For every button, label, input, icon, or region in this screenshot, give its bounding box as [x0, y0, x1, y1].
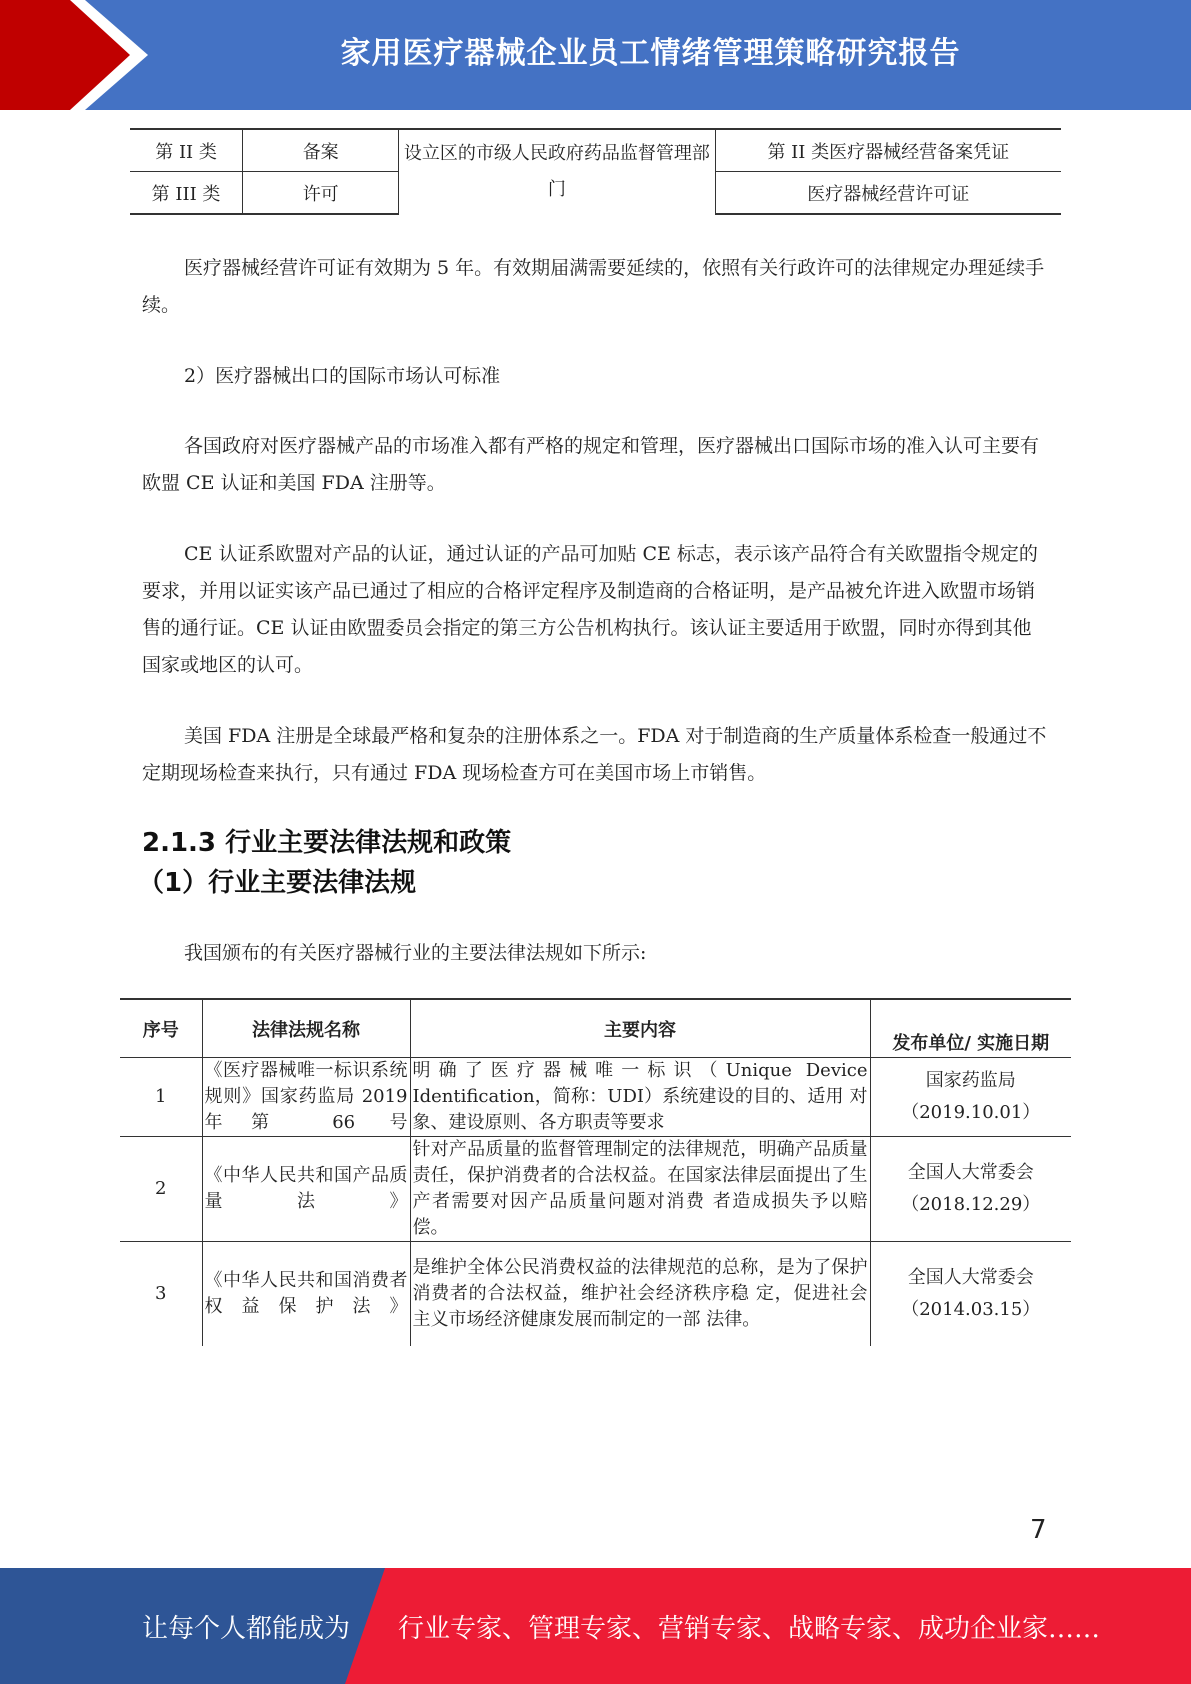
authority-cell: 设立区的市级人民政府药品监督管理部门	[399, 129, 715, 214]
law-date: （2014.03.15）	[901, 1298, 1041, 1320]
subsection-heading: （1）行业主要法律法规	[138, 868, 417, 898]
law-date: （2018.12.29）	[901, 1194, 1041, 1215]
management-cell: 备案	[243, 129, 399, 172]
row-no: 3	[155, 1282, 167, 1304]
table-row	[120, 1137, 1071, 1242]
law-org: 全国人大常委会	[907, 1266, 1034, 1288]
certificate-cell: 医疗器械经营许可证	[715, 172, 1061, 215]
law-content: 明确了医疗器械唯一标识（Unique Device Identification，简称：UDI）系统建设的目的、适用 对象、建设原则、各方职责等要求	[410, 1058, 870, 1137]
paragraph-market-access: 各国政府对医疗器械产品的市场准入都有严格的规定和管理，医疗器械出口国际市场的准入认可主要有欧盟 CE 认证和美国 FDA 注册等。	[142, 435, 1040, 494]
header-no: 序号	[120, 999, 202, 1058]
law-org-date	[870, 1058, 1071, 1137]
law-content: 是维护全体公民消费权益的法律规范的总称，是为了保护消费者的合法权益，维护社会经济秩序稳 定，促进社会主义市场经济健康发展而制定的一部 法律。	[410, 1242, 870, 1346]
law-org: 国家药监局	[925, 1070, 1016, 1091]
row-no: 2	[120, 1137, 202, 1242]
law-date: （2019.10.01）	[901, 1102, 1041, 1123]
header-org-date: 发布单位/ 实施日期	[870, 999, 1071, 1058]
row-no: 1	[120, 1058, 202, 1137]
table-header-row	[120, 999, 1071, 1058]
class-cell: 第 II 类	[130, 129, 243, 172]
paragraph-ce-certification: CE 认证系欧盟对产品的认证，通过认证的产品可加贴 CE 标志，表示该产品符合有关欧盟指令规定的要求，并用以证实该产品已通过了相应的合格评定程序及制造商的合格证明，是产品被允许进入欧盟市场销售的通行证。CE 认证由欧盟委员会指定的第三方公告机构执行。该认证主要适用于欧盟，同时亦得到其他国家或地区的认可。	[142, 543, 1038, 676]
section-heading: 2.1.3 行业主要法律法规和政策	[142, 828, 512, 858]
paragraph-fda-registration: 美国 FDA 注册是全球最严格和复杂的注册体系之一。FDA 对于制造商的生产质量体系检查一般通过不定期现场检查来执行，只有通过 FDA 现场检查方可在美国市场上市销售。	[142, 725, 1047, 784]
subheading-export-standards: 2）医疗器械出口的国际市场认可标准	[184, 365, 501, 387]
law-org-date	[870, 1137, 1071, 1242]
table-row	[130, 129, 1061, 172]
footer-slogan-right: 行业专家、管理专家、营销专家、战略专家、成功企业家……	[398, 1614, 1101, 1644]
law-name: 《中华人民共和国产品质量法》	[202, 1137, 410, 1242]
header-title: 家用医疗器械企业员工情绪管理策略研究报告	[340, 36, 961, 71]
class-cell: 第 III 类	[130, 172, 243, 215]
law-org-date	[870, 1242, 1071, 1346]
paragraph-law-intro: 我国颁布的有关医疗器械行业的主要法律法规如下所示:	[184, 942, 647, 964]
laws-table	[120, 998, 1071, 1346]
page-header	[0, 0, 1191, 110]
law-content: 针对产品质量的监督管理制定的法律规范，明确产品质量责任，保护消费者的合法权益。在国家法律层面提出了生产者需要对因产品质量问题对消费 者造成损失予以赔偿。	[410, 1137, 870, 1242]
paragraph-license-validity: 医疗器械经营许可证有效期为 5 年。有效期届满需要延续的，依照有关行政许可的法律规定办理延续手续。	[142, 257, 1045, 316]
header-content: 主要内容	[410, 999, 870, 1058]
table-row	[120, 1058, 1071, 1137]
license-table	[130, 128, 1061, 215]
page-footer	[0, 1568, 1191, 1684]
law-name: 《中华人民共和国消费者权益保护法》	[202, 1242, 410, 1346]
table-row	[120, 1242, 1071, 1346]
law-org: 全国人大常委会	[907, 1162, 1034, 1183]
management-cell: 许可	[243, 172, 399, 215]
law-name: 《医疗器械唯一标识系统规则》国家药监局 2019 年第 66 号	[202, 1058, 410, 1137]
certificate-cell: 第 II 类医疗器械经营备案凭证	[715, 129, 1061, 172]
footer-slogan-left: 让每个人都能成为	[142, 1614, 351, 1644]
page-number: 7	[1030, 1515, 1047, 1545]
header-name: 法律法规名称	[202, 999, 410, 1058]
